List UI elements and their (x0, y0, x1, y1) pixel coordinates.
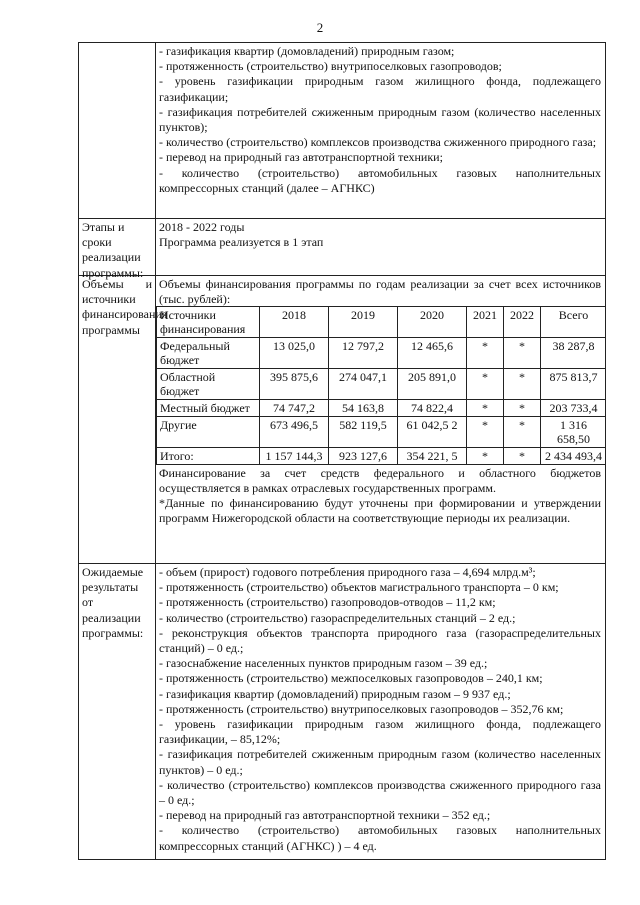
financing-intro: Объемы финансирования программы по годам реализации за счет всех источников (тыс. рублей): (159, 277, 601, 306)
table-cell: * (467, 448, 504, 465)
financing-note: Финансирование за счет средств федерального и областного бюджетов осуществляется в рамках отраслевых государственных программ. (159, 466, 601, 495)
stages-label: Этапы и сроки реализации программы: (79, 219, 156, 275)
stages-content (156, 219, 605, 275)
table-cell: 61 042,5 2 (398, 417, 467, 448)
financing-label: Объемы и источники финансирования программы (79, 276, 156, 563)
list-item: - уровень газификации природным газом жилищного фонда, подлежащего газификации; (159, 74, 601, 104)
table-cell: Федеральный бюджет (157, 338, 260, 369)
list-item: - количество (строительство) комплексов производства сжиженного природного газа – 0 ед.; (159, 777, 601, 808)
list-item: - количество (строительство) газораспределительных станций – 2 ед.; (159, 610, 516, 625)
financing-table (156, 306, 605, 465)
list-item: - протяженность (строительство) внутрипоселковых газопроводов; (159, 59, 502, 74)
list-item: - газификация квартир (домовладений) природным газом – 9 937 ед.; (159, 686, 511, 701)
table-cell: Итого: (157, 448, 260, 465)
targets-continuation-row (79, 43, 605, 218)
table-header: 2018 (260, 307, 329, 338)
targets-label-cell (79, 43, 156, 218)
stages-row (79, 218, 605, 280)
table-header: Всего (541, 307, 606, 338)
table-cell: * (504, 400, 541, 417)
table-cell: Другие (157, 417, 260, 448)
table-cell: * (467, 417, 504, 448)
table-cell: * (504, 448, 541, 465)
table-cell: * (504, 338, 541, 369)
table-cell: 923 127,6 (329, 448, 398, 465)
table-cell: 875 813,7 (541, 369, 606, 400)
stages-count: Программа реализуется в 1 этап (159, 235, 324, 250)
list-item: - протяженность (строительство) внутрипоселковых газопроводов – 352,76 км; (159, 701, 564, 716)
table-cell: 38 287,8 (541, 338, 606, 369)
table-cell: 1 316 658,50 (541, 417, 606, 448)
table-row (157, 448, 606, 465)
table-cell: 1 157 144,3 (260, 448, 329, 465)
financing-footnote: *Данные по финансированию будут уточнены при формировании и утверждении программ Нижегородской области на соответствующие периоды их реализации. (159, 496, 601, 525)
table-cell: Областной бюджет (157, 369, 260, 400)
table-cell: 274 047,1 (329, 369, 398, 400)
table-header-row (157, 307, 606, 338)
table-cell: 354 221, 5 (398, 448, 467, 465)
table-cell: 673 496,5 (260, 417, 329, 448)
table-cell: 13 025,0 (260, 338, 329, 369)
table-cell: Местный бюджет (157, 400, 260, 417)
table-cell: * (504, 417, 541, 448)
table-cell: 74 822,4 (398, 400, 467, 417)
list-item: - количество (строительство) автомобильных газовых наполнительных компрессорных станций (АГНКС) ) – 4 ед. (159, 823, 601, 853)
list-item: - протяженность (строительство) межпоселковых газопроводов – 240,1 км; (159, 671, 543, 686)
table-cell: 203 733,4 (541, 400, 606, 417)
passport-table (78, 42, 606, 860)
list-item: - уровень газификации природным газом жилищного фонда, подлежащего газификации, – 85,12%; (159, 717, 601, 747)
table-header: 2020 (398, 307, 467, 338)
table-cell: * (504, 369, 541, 400)
list-item: - количество (строительство) комплексов производства сжиженного природного газа; (159, 135, 597, 150)
table-cell: 12 797,2 (329, 338, 398, 369)
list-item: - газификация потребителей сжиженным природным газом (количество населенных пунктов); (159, 104, 601, 135)
results-list (156, 564, 605, 859)
page-number: 2 (316, 20, 324, 35)
list-item: - газификация потребителей сжиженным природным газом (количество населенных пунктов) – 0 ед.; (159, 747, 601, 777)
table-header: Источники финансирования (157, 307, 260, 338)
table-row (157, 338, 606, 369)
stages-period: 2018 - 2022 годы (159, 220, 245, 234)
targets-list (156, 43, 605, 218)
table-cell: 205 891,0 (398, 369, 467, 400)
table-cell: * (467, 338, 504, 369)
list-item: - количество (строительство) автомобильных газовых наполнительных компрессорных станций (далее – АГНКС) (159, 165, 601, 195)
table-row (157, 369, 606, 400)
table-header: 2022 (504, 307, 541, 338)
table-cell: 12 465,6 (398, 338, 467, 369)
financing-row (79, 275, 605, 563)
table-cell: * (467, 369, 504, 400)
list-item: - газоснабжение населенных пунктов природным газом – 39 ед.; (159, 656, 488, 671)
table-cell: 54 163,8 (329, 400, 398, 417)
table-row (157, 417, 606, 448)
table-header: 2019 (329, 307, 398, 338)
list-item: - перевод на природный газ автотранспортной техники – 352 ед.; (159, 808, 491, 823)
list-item: - газификация квартир (домовладений) природным газом; (159, 44, 455, 58)
table-cell: * (467, 400, 504, 417)
list-item: - протяженность (строительство) объектов магистрального транспорта – 0 км; (159, 580, 559, 595)
table-cell: 395 875,6 (260, 369, 329, 400)
results-label: Ожидаемые результаты от реализации программы: (79, 564, 156, 859)
table-cell: 582 119,5 (329, 417, 398, 448)
table-row (157, 400, 606, 417)
table-header: 2021 (467, 307, 504, 338)
table-cell: 2 434 493,4 (541, 448, 606, 465)
results-row (79, 563, 605, 859)
table-cell: 74 747,2 (260, 400, 329, 417)
list-item: - объем (прирост) годового потребления природного газа – 4,694 млрд.м³; (159, 565, 536, 579)
list-item: - реконструкция объектов транспорта природного газа (газораспределительных станций) – 0 ед.; (159, 625, 601, 656)
list-item: - перевод на природный газ автотранспортной техники; (159, 150, 443, 165)
financing-content (156, 276, 605, 563)
list-item: - протяженность (строительство) газопроводов-отводов – 11,2 км; (159, 595, 496, 610)
